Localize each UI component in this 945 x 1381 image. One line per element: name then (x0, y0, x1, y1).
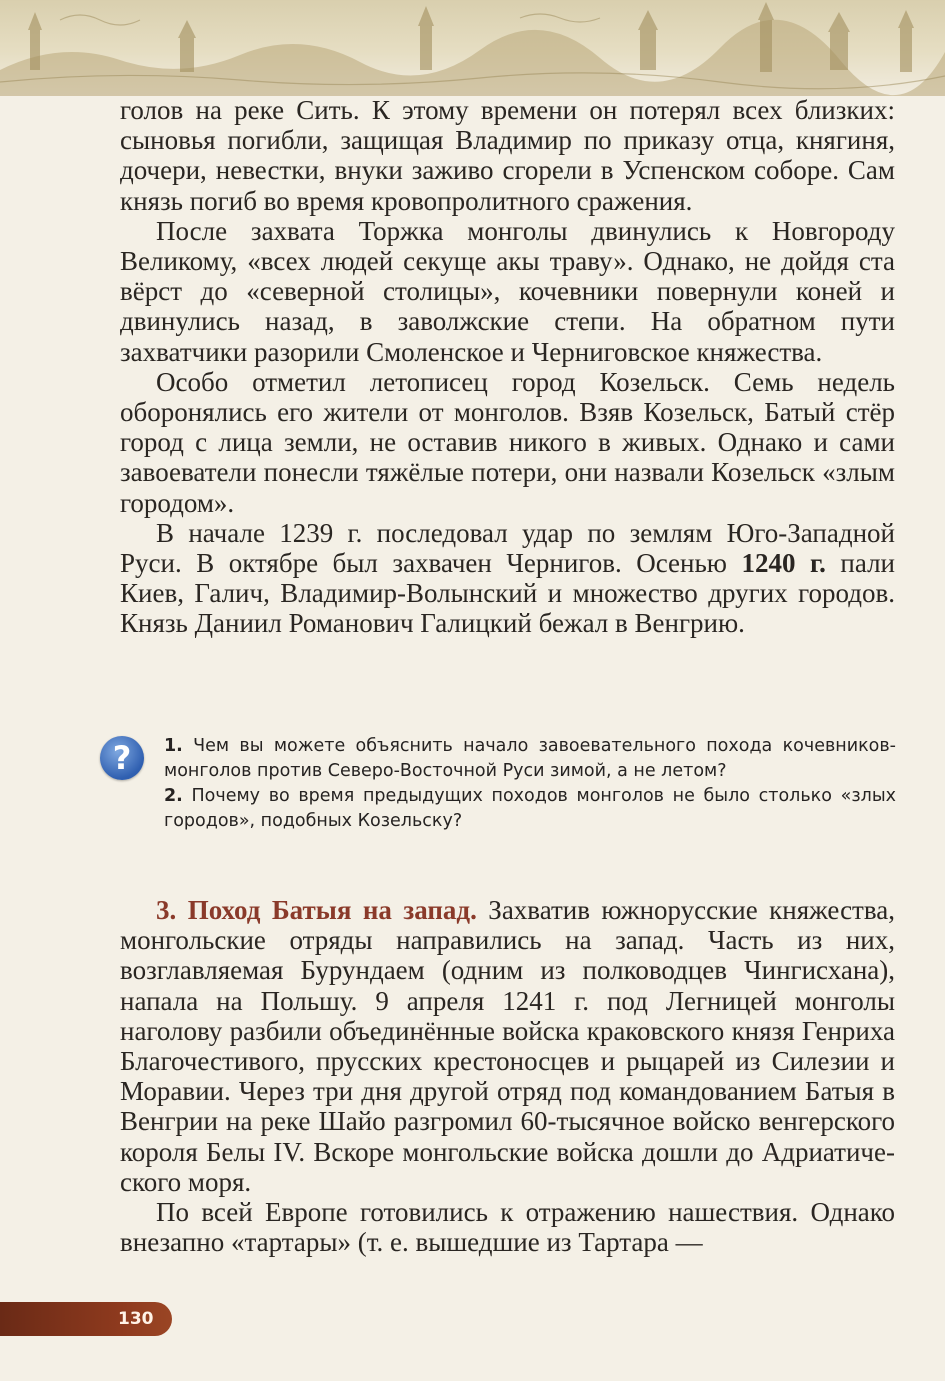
paragraph-4-start: В начале 1239 г. последовал удар по землям Юго-Западной Руси. В октябре был захвачен Чернигов. Осенью (120, 517, 895, 579)
paragraph-4-end: пали Киев, Галич, Владимир-Волынский и множество других городов. Князь Даниил Романович Галицкий бежал в Венгрию. (120, 548, 896, 639)
question-number: 2. (164, 786, 183, 806)
questions-list (164, 734, 896, 834)
question-item (164, 784, 896, 833)
paragraph-3: Особо отметил летописец город Козельск. Семь недель оборонялись его жители от монголов. Взяв Козельск, Батый стёр город с лица земли, не оставив никого в живых. Однако и сами завоеватели понесли тяжёлые потери, они назвали Козельск «злым городом». (120, 366, 895, 518)
question-item (164, 734, 896, 783)
paragraph-2: После захвата Торжка монголы двинулись к Новгороду Великому, «всех людей секуще акы траву». Однако, не дойдя ста вёрст до «северной столицы», кочевники повернули коней и двинулись назад, в заволжские степи. На обратном пути захватчики разорили Смоленское и Черниговское княжества. (120, 215, 895, 367)
questions-box (100, 734, 900, 864)
paragraph-4 (120, 518, 895, 639)
year-1240: 1240 г. (741, 548, 826, 579)
cityscape-illustration (0, 0, 945, 96)
section-3-last-paragraph: По всей Европе готовились к отражению нашествия. Однако внезапно «тартары» (т. е. вышедшие из Тартара — (120, 1197, 895, 1258)
question-number: 1. (164, 736, 183, 756)
paragraph-1: голов на реке Сить. К этому времени он потерял всех близких: сыновья погибли, защищая Владимир по приказу отца, княгиня, дочери, невестки, внуки заживо сгорели в Успенском соборе. Сам князь погиб во время кровопролитного сражения. (120, 95, 895, 216)
question-text: Почему во время предыдущих походов монголов не было столько «злых городов», подобных Козельску? (164, 786, 896, 831)
question-text: Чем вы можете объяснить начало завоевательного похода кочевников-монголов против Северо-Восточной Руси зимой, а не летом? (164, 736, 896, 781)
page-number-tab (0, 1302, 172, 1336)
question-mark-icon: ? (100, 736, 144, 780)
main-text-top (120, 95, 895, 639)
section-3-paragraph (120, 895, 895, 1197)
section-3 (120, 895, 895, 1257)
header-illustration (0, 0, 945, 96)
section-text: Захватив южнорусские княжества, монгольские отряды направились на запад. Часть из них, возглавляемая Бурундаем (одним из полководцев Чингисхана), напала на Польшу. 9 апреля 1241 г. под Легницей монголы наголову разбили объединённые войска краковского князя Генриха Благочестивого, прусских крестоносцев и рыцарей из Силезии и Моравии. Через три дня другой отряд под командованием Батыя в Венгрии на реке Шайо разгромил 60-тысячное войско венгерского короля Белы IV. Вскоре монгольские войска дошли до Адриатического моря. (120, 895, 895, 1197)
page-number: 130 (118, 1309, 154, 1329)
section-title: 3. Поход Батыя на запад. (156, 895, 477, 925)
